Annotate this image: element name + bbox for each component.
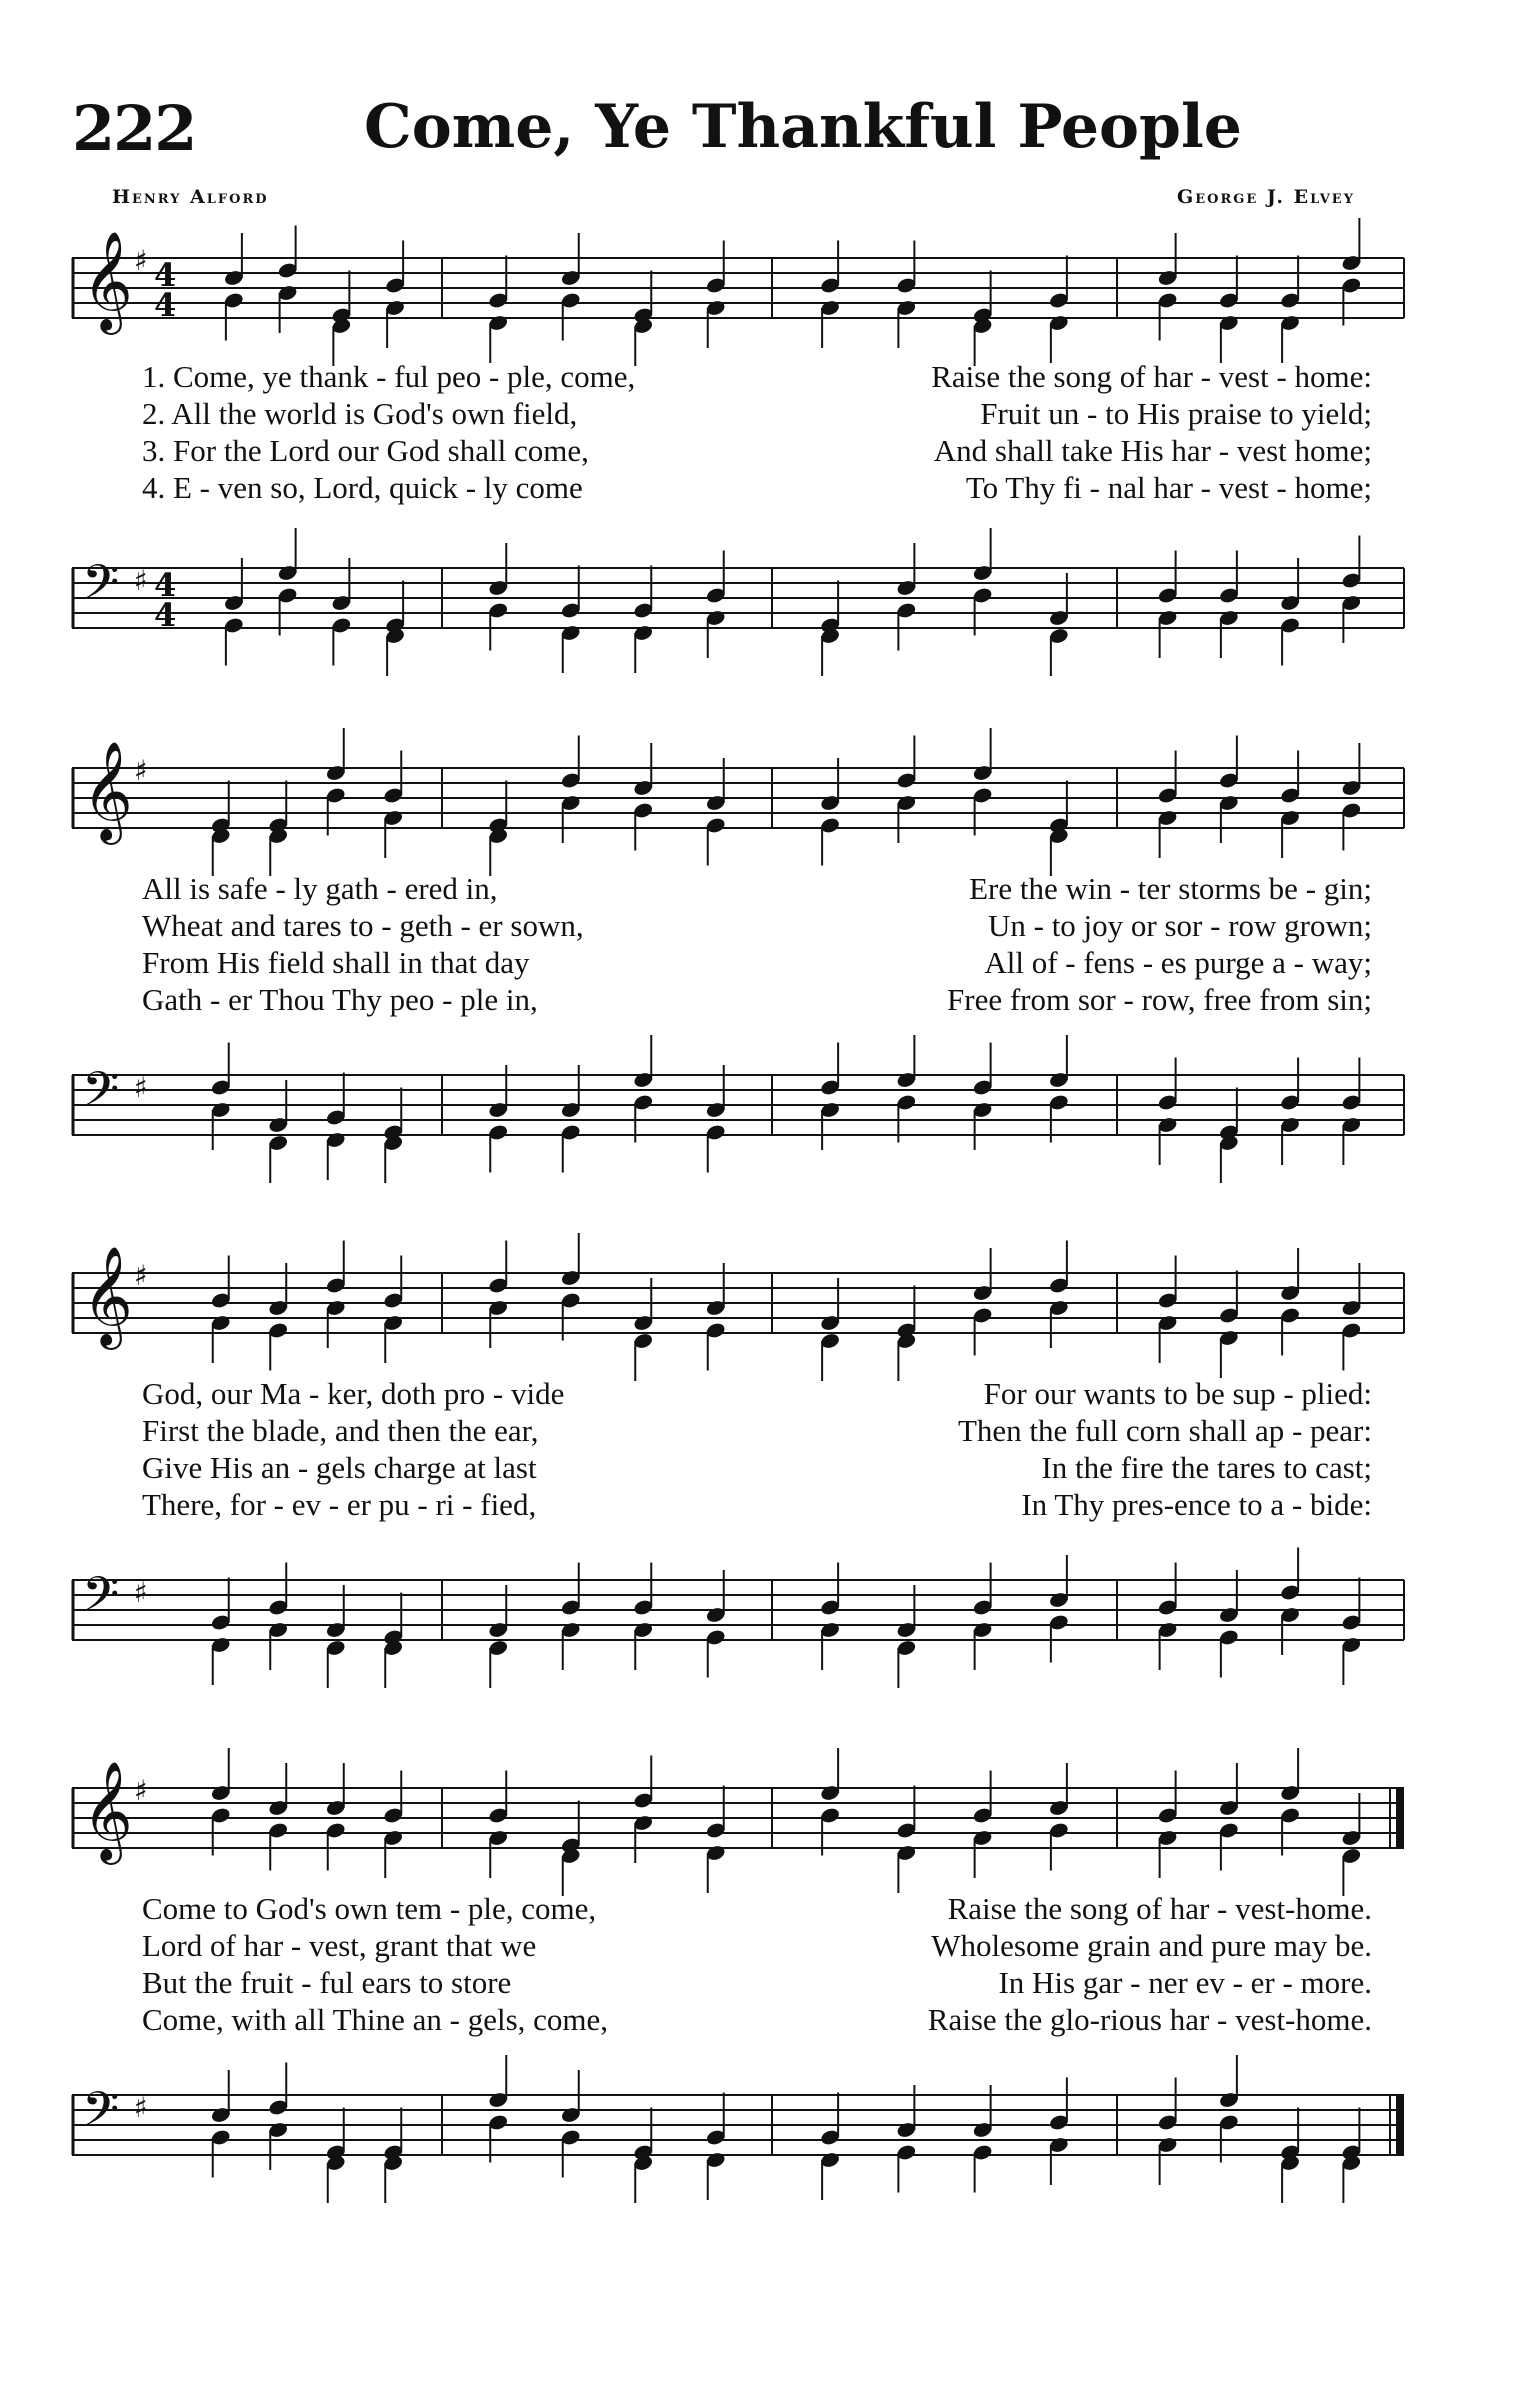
bass-clef-icon: 𝄢: [82, 554, 120, 622]
lyric-line: 2. All the world is God's own field, Fruit un - to His praise to yield;: [142, 396, 1372, 431]
lyric-line: Come, with all Thine an - gels, come, Raise the glo-rious har - vest-home.: [142, 2002, 1372, 2037]
time-signature: 4: [154, 566, 177, 604]
lyric-line: There, for - ev - er pu - ri - fied, In Thy pres-ence to a - bide:: [142, 1487, 1372, 1522]
treble-clef-icon: 𝄞: [82, 231, 133, 331]
time-signature: 4: [154, 596, 177, 634]
author-credit: Henry Alford: [112, 186, 269, 208]
lyric-line: 3. For the Lord our God shall come, And shall take His har - vest home;: [142, 433, 1372, 468]
lyrics-block: [142, 870, 1372, 1018]
music-system-4: [72, 1740, 1407, 2180]
lyric-line: Lord of har - vest, grant that we Wholesome grain and pure may be.: [142, 1928, 1372, 1963]
hymn-title: Come, Ye Thankful People: [364, 92, 1242, 162]
music-system-1: [72, 220, 1407, 660]
final-barline: [1396, 1788, 1404, 1848]
bass-staff: [72, 2065, 1407, 2185]
lyric-line: Wheat and tares to - geth - er sown, Un - to joy or sor - row grown;: [142, 908, 1372, 943]
sharp-icon: ♯: [134, 1071, 148, 1104]
lyrics-block: [142, 1890, 1372, 2038]
treble-clef-icon: 𝄞: [82, 1246, 133, 1346]
lyric-line: But the fruit - ful ears to store In His gar - ner ev - er - more.: [142, 1965, 1372, 2000]
bass-clef-icon: 𝄢: [82, 2081, 120, 2149]
sharp-icon: ♯: [134, 1774, 148, 1807]
treble-clef-icon: 𝄞: [82, 1761, 133, 1861]
sharp-icon: ♯: [134, 1259, 148, 1292]
final-barline: [1396, 2095, 1404, 2155]
sharp-icon: ♯: [134, 244, 148, 277]
lyric-line: 4. E - ven so, Lord, quick - ly come To Thy fi - nal har - vest - home;: [142, 470, 1372, 505]
lyric-line: Give His an - gels charge at last In the fire the tares to cast;: [142, 1450, 1372, 1485]
bass-staff: [72, 1045, 1407, 1165]
bass-staff: [72, 538, 1407, 658]
composer-credit: George J. Elvey: [1177, 186, 1355, 208]
sharp-icon: ♯: [134, 564, 148, 597]
lyric-line: From His field shall in that day All of - fens - es purge a - way;: [142, 945, 1372, 980]
hymn-number: 222: [72, 92, 196, 165]
treble-staff: [72, 1243, 1407, 1363]
sharp-icon: ♯: [134, 2091, 148, 2124]
lyric-line: All is safe - ly gath - ered in, Ere the win - ter storms be - gin;: [142, 871, 1372, 906]
music-system-3: [72, 1225, 1407, 1665]
lyric-line: First the blade, and then the ear, Then the full corn shall ap - pear:: [142, 1413, 1372, 1448]
treble-staff: [72, 738, 1407, 858]
sharp-icon: ♯: [134, 754, 148, 787]
bass-clef-icon: 𝄢: [82, 1566, 120, 1634]
treble-staff: [72, 228, 1407, 348]
music-system-2: [72, 720, 1407, 1160]
lyric-line: God, our Ma - ker, doth pro - vide For our wants to be sup - plied:: [142, 1376, 1372, 1411]
lyric-line: 1. Come, ye thank - ful peo - ple, come, Raise the song of har - vest - home:: [142, 359, 1372, 394]
lyrics-block: [142, 358, 1372, 506]
bass-clef-icon: 𝄢: [82, 1061, 120, 1129]
time-signature: 4: [154, 286, 177, 324]
lyric-line: Gath - er Thou Thy peo - ple in, Free from sor - row, free from sin;: [142, 982, 1372, 1017]
lyric-line: Come to God's own tem - ple, come, Raise the song of har - vest-home.: [142, 1891, 1372, 1926]
treble-staff: [72, 1758, 1407, 1878]
sharp-icon: ♯: [134, 1576, 148, 1609]
bass-staff: [72, 1550, 1407, 1670]
lyrics-block: [142, 1375, 1372, 1523]
time-signature: 4: [154, 256, 177, 294]
treble-clef-icon: 𝄞: [82, 741, 133, 841]
